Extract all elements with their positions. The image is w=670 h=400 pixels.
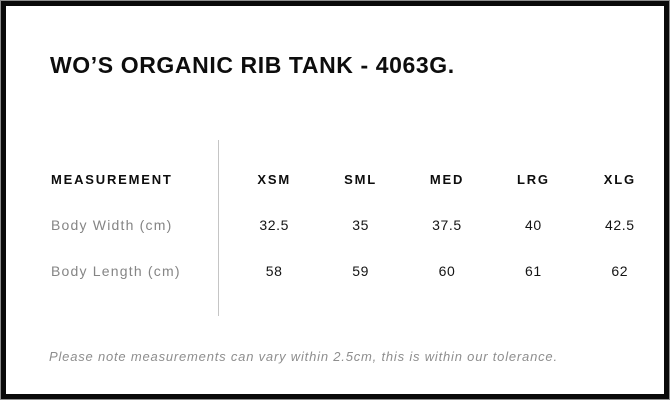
page-frame — [1, 1, 669, 399]
body-width-lrg: 40 — [525, 217, 542, 233]
body-width-xsm: 32.5 — [259, 217, 290, 233]
body-length-xlg: 62 — [611, 263, 629, 279]
tolerance-note: Please note measurements can vary within 2.5cm, this is within our tolerance. — [49, 349, 558, 364]
product-title: WO’S ORGANIC RIB TANK - 4063G. — [50, 52, 455, 78]
body-width-med: 37.5 — [432, 217, 462, 233]
size-chart-table — [51, 156, 663, 294]
size-column-header-med: MED — [429, 171, 465, 187]
row-label-body-width: Body Width (cm) — [51, 217, 173, 233]
body-width-sml: 35 — [352, 217, 369, 233]
body-length-xsm: 58 — [265, 263, 283, 279]
size-column-header-xsm: XSM — [257, 171, 291, 187]
body-length-sml: 59 — [352, 263, 369, 279]
body-width-xlg: 42.5 — [604, 217, 635, 233]
size-column-header-sml: SML — [344, 171, 378, 187]
body-length-med: 60 — [438, 263, 456, 279]
row-label-body-length: Body Length (cm) — [51, 263, 181, 279]
measurement-column-header: MEASUREMENT — [51, 171, 173, 187]
size-column-header-xlg: XLG — [603, 171, 636, 187]
body-length-lrg: 61 — [525, 263, 542, 279]
size-column-header-lrg: LRG — [516, 171, 550, 187]
